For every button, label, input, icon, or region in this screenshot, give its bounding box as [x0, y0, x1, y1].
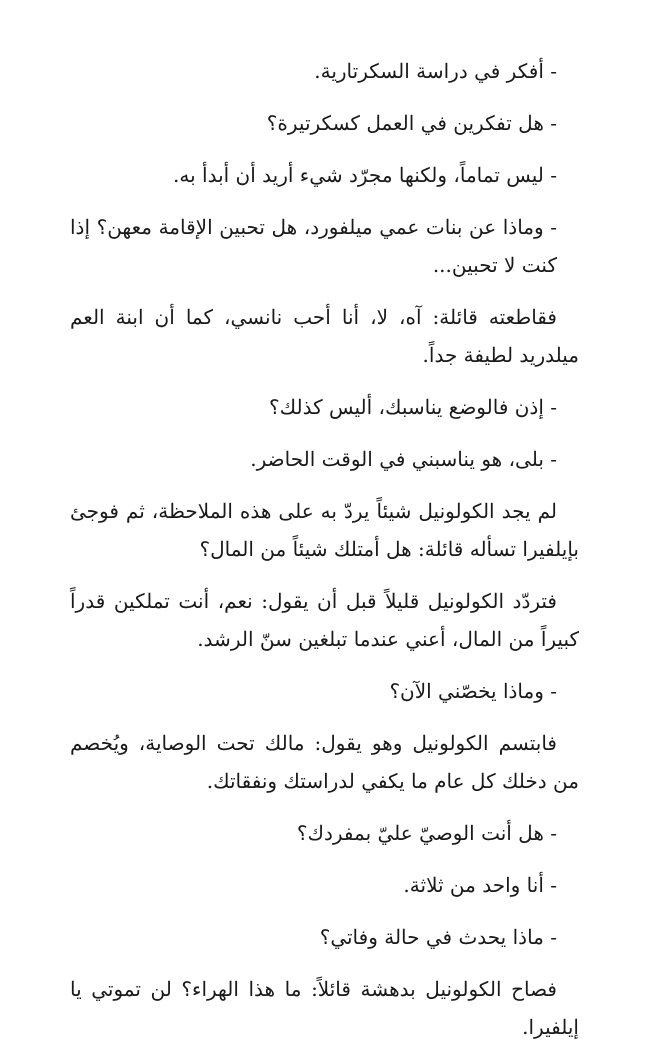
paragraph-6: - إذن فالوضع يناسبك، أليس كذلك؟ [269, 395, 557, 419]
paragraph-14: - ماذا يحدث في حالة وفاتي؟ [319, 925, 557, 949]
paragraph-5: فقاطعته قائلة: آه، لا، أنا أحب نانسي، كما أن ابنة العم ميلدريد لطيفة جداً. [70, 305, 579, 367]
paragraph-11: فابتسم الكولونيل وهو يقول: مالك تحت الوصاية، ويُخصم من دخلك كل عام ما يكفي لدراستك ونفقاتك. [70, 731, 579, 793]
paragraph-15: فصاح الكولونيل بدهشة قائلاً: ما هذا الهراء؟ لن تموتي يا إيلفيرا. [70, 977, 579, 1039]
paragraph-4: - وماذا عن بنات عمي ميلفورد، هل تحبين الإقامة معهن؟ إذا كنت لا تحبين... [70, 215, 557, 277]
paragraph-13: - أنا واحد من ثلاثة. [403, 873, 557, 897]
paragraph-1: - أفكر في دراسة السكرتارية. [314, 59, 557, 83]
paragraph-10: - وماذا يخصّني الآن؟ [389, 679, 557, 703]
paragraph-8: لم يجد الكولونيل شيئاً يردّ به على هذه الملاحظة، ثم فوجئ بإيلفيرا تسأله قائلة: هل أمتلك شيئاً من المال؟ [70, 499, 579, 561]
paragraph-9: فتردّد الكولونيل قليلاً قبل أن يقول: نعم، أنت تملكين قدراً كبيراً من المال، أعني عندما تبلغين سنّ الرشد. [70, 589, 579, 651]
paragraph-12: - هل أنت الوصيّ عليّ بمفردك؟ [296, 821, 557, 845]
paragraph-3: - ليس تماماً، ولكنها مجرّد شيء أريد أن أبدأ به. [173, 163, 557, 187]
paragraph-7: - بلى، هو يناسبني في الوقت الحاضر. [250, 447, 557, 471]
paragraph-2: - هل تفكرين في العمل كسكرتيرة؟ [266, 111, 557, 135]
